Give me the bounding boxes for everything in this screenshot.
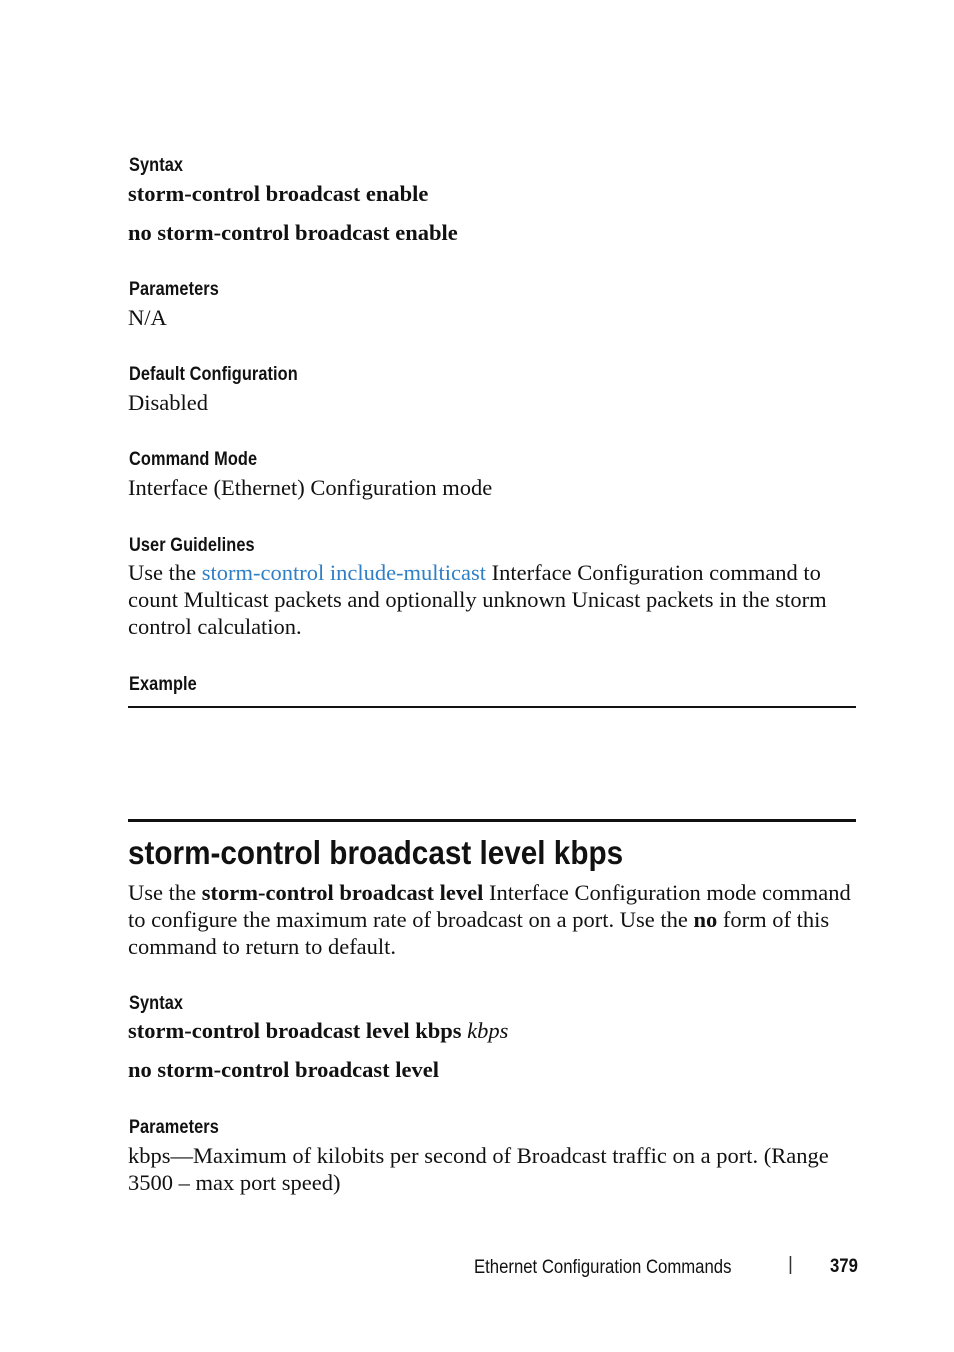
footer-separator: |: [788, 1254, 793, 1275]
syntax-heading-2: Syntax: [129, 993, 184, 1014]
intro-command: storm-control broadcast level: [201, 880, 484, 905]
parameters-heading: Parameters: [129, 279, 219, 300]
intro-text-pre: Use the: [128, 880, 202, 905]
default-configuration-text: Disabled: [128, 390, 208, 415]
syntax-line: no storm-control broadcast enable: [128, 220, 458, 245]
intro-text-post: form of this command to return to default.: [128, 907, 830, 959]
intro-text-mid: Interface Configuration mode command to configure the maximum rate of broadcast on a port. Use the: [128, 880, 851, 932]
user-guidelines-text: [128, 559, 856, 640]
intro-no-keyword: no: [693, 907, 718, 932]
syntax-heading: Syntax: [129, 155, 184, 176]
syntax-line-level: [128, 1018, 508, 1044]
footer-section-name: Ethernet Configuration Commands: [474, 1257, 732, 1278]
syntax-line-no-level: no storm-control broadcast level: [128, 1057, 440, 1082]
example-divider: [128, 706, 856, 708]
section-title: storm-control broadcast level kbps: [128, 834, 624, 871]
parameters-heading-2: Parameters: [129, 1117, 219, 1138]
storm-control-include-multicast-link[interactable]: storm-control include-multicast: [201, 560, 487, 585]
parameters-text-2: kbps—Maximum of kilobits per second of Broadcast traffic on a port. (Range 3500 – max port speed): [128, 1143, 829, 1195]
guidelines-text-post: Interface Configuration command to count Multicast packets and optionally unknown Unicast packets in the storm control calculation.: [128, 560, 827, 639]
command-mode-heading: Command Mode: [129, 449, 258, 470]
command-mode-text: Interface (Ethernet) Configuration mode: [128, 475, 493, 500]
syntax-argument: kbps: [467, 1018, 509, 1043]
user-guidelines-heading: User Guidelines: [129, 535, 255, 556]
section-divider: [128, 819, 856, 822]
guidelines-text-pre: Use the: [128, 560, 202, 585]
default-configuration-heading: Default Configuration: [129, 364, 298, 385]
section-intro: [128, 879, 856, 960]
syntax-command: storm-control broadcast level kbps: [128, 1018, 462, 1043]
example-heading: Example: [129, 674, 197, 695]
page-number: 379: [830, 1256, 858, 1277]
parameters-text: N/A: [128, 305, 167, 330]
syntax-line: storm-control broadcast enable: [128, 181, 429, 206]
